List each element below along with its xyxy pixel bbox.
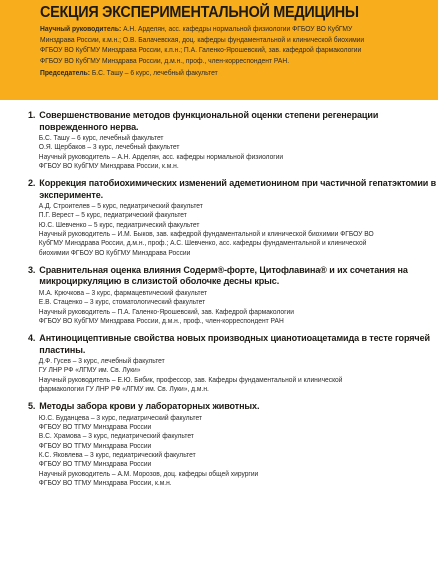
talks-list bbox=[0, 100, 438, 487]
talk-author-line: ФГБОУ ВО ТГМУ Минздрава России bbox=[38, 440, 152, 450]
talk-title bbox=[28, 178, 438, 201]
talk-author-line: ФГБОУ ВО ТГМУ Минздрава России bbox=[38, 459, 152, 469]
talk-author-line: Е.В. Стаценко – 3 курс, стоматологический факультет bbox=[38, 297, 206, 307]
talk-title-text: Коррекция патобиохимических изменений адеметионином при частичной гепатэктомии в эксперименте. bbox=[39, 178, 437, 201]
talk-title-text: Методы забора крови у лабораторных животных. bbox=[39, 401, 260, 413]
talk-author-line: А.Д. Строителев – 5 курс, педиатрический факультет bbox=[38, 201, 203, 211]
chair-line bbox=[40, 68, 397, 79]
talk-author-line: КубГМУ Минздрава России, д.м.н., проф.; А.С. Шевченко, асс. кафедры фундаментальной и клинической bbox=[38, 238, 367, 248]
supervisors-text: А.Н. Арделян, асс. кафедры нормальной физиологии ФГБОУ ВО КубГМУ bbox=[123, 24, 353, 33]
supervisors-line: ФГБОУ ВО КубГМУ Минздрава России, к.п.н.; П.А. Галенко-Ярошевский, зав. кафедрой фармакологии bbox=[40, 45, 362, 54]
talk-title-text: Сравнительная оценка влияния Содерм®-форте, Цитофлавина® и их сочетания на микроциркуляцию в слизистой оболочке десны крыс. bbox=[39, 264, 408, 288]
talk-author-line: Научный руководитель – П.А. Галенко-Ярошевский, зав. Кафедрой фармакологии bbox=[38, 306, 294, 316]
talk-author-line: ФГБОУ ВО КубГМУ Минздрава России, к.м.н. bbox=[38, 160, 179, 170]
supervisors-line: Минздрава России, к.м.н.; О.В. Балачевская, доц. кафедры фундаментальной и клинической биохимии bbox=[40, 34, 365, 44]
talk-title-text: Антиноцицептивные свойства новых производных цианотиоацетамида в тесте горячей пластины. bbox=[39, 333, 430, 356]
talk-item bbox=[28, 401, 428, 487]
talk-title bbox=[28, 401, 438, 413]
talk-number: 1. bbox=[28, 110, 36, 121]
talk-title bbox=[28, 110, 438, 133]
section-title: СЕКЦИЯ ЭКСПЕРИМЕНТАЛЬНОЙ МЕДИЦИНЫ bbox=[40, 4, 359, 21]
talk-author-line: Научный руководитель – А.М. Морозов, доц. кафедры общей хирургии bbox=[38, 468, 259, 478]
talk-item bbox=[28, 333, 428, 393]
chair-value: Б.С. Ташу – 6 курс, лечебный факультет bbox=[91, 68, 218, 77]
supervisors-line: ФГБОУ ВО КубГМУ Минздрава России, д.м.н., проф., член-корреспондент РАН. bbox=[40, 55, 290, 65]
talk-author-line: П.Г. Верест – 5 курс, педиатрический факультет bbox=[38, 210, 187, 220]
talk-number: 3. bbox=[28, 264, 36, 276]
talk-title-text: Совершенствование методов функциональной оценки степени регенерации поврежденного нерва. bbox=[39, 110, 379, 133]
talk-author-line: Научный руководитель – Е.Ю. Бибик, профессор, зав. Кафедры фундаментальной и клинической bbox=[38, 374, 343, 384]
talk-title bbox=[28, 333, 438, 356]
talk-author-line: ФГБОУ ВО КубГМУ Минздрава России, д.м.н., проф., член-корреспондент РАН bbox=[38, 315, 284, 325]
talk-item bbox=[28, 110, 428, 170]
talk-number: 4. bbox=[28, 333, 36, 345]
talk-author-line: О.Я. Щербаков – 3 курс, лечебный факультет bbox=[38, 142, 180, 152]
talk-author-line: Ю.С. Буданцева – 3 курс, педиатрический факультет bbox=[38, 412, 203, 422]
supervisors-label: Научный руководитель: bbox=[40, 24, 122, 33]
chair-label: Председатель: bbox=[40, 68, 90, 77]
talk-author-line: ФГБОУ ВО ТГМУ Минздрава России, к.м.н. bbox=[38, 477, 172, 487]
talk-author-line: Ю.С. Шевченко – 5 курс, педиатрический факультет bbox=[38, 219, 200, 229]
talk-author-line: ФГБОУ ВО ТГМУ Минздрава России bbox=[38, 422, 152, 432]
talk-author-line: Б.С. Ташу – 6 курс, лечебный факультет bbox=[38, 133, 164, 142]
talk-number: 5. bbox=[28, 401, 36, 413]
talk-author-line: ГУ ЛНР РФ «ЛГМУ им. Св. Луки» bbox=[38, 365, 141, 375]
talk-author-line: К.С. Яковлева – 3 курс, педиатрический факультет bbox=[38, 450, 196, 460]
talk-author-line: Научный руководитель – А.Н. Арделян, асс. кафедры нормальной физиологии bbox=[38, 151, 284, 161]
talk-author-line: Научный руководитель – И.М. Быков, зав. кафедрой фундаментальной и клинической биохимии ФГБОУ ВО bbox=[38, 229, 374, 239]
talk-item bbox=[28, 178, 437, 257]
talk-number: 2. bbox=[28, 178, 36, 190]
section-header bbox=[0, 0, 438, 100]
talk-author-line: Д.Ф. Гусев – 3 курс, лечебный факультет bbox=[38, 356, 165, 366]
talk-title bbox=[28, 265, 438, 288]
supervisors-line bbox=[40, 24, 397, 35]
talk-author-line: фармакологии ГУ ЛНР РФ «ЛГМУ им. Св. Луки», д.м.н. bbox=[38, 384, 209, 394]
talk-author-line: В.С. Храмова – 3 курс, педиатрический факультет bbox=[38, 431, 194, 441]
talk-item bbox=[28, 265, 428, 325]
talk-author-line: биохимии ФГБОУ ВО КубГМУ Минздрава России bbox=[38, 247, 191, 257]
talk-author-line: М.А. Крючкова – 3 курс, фармацевтический факультет bbox=[38, 287, 208, 297]
